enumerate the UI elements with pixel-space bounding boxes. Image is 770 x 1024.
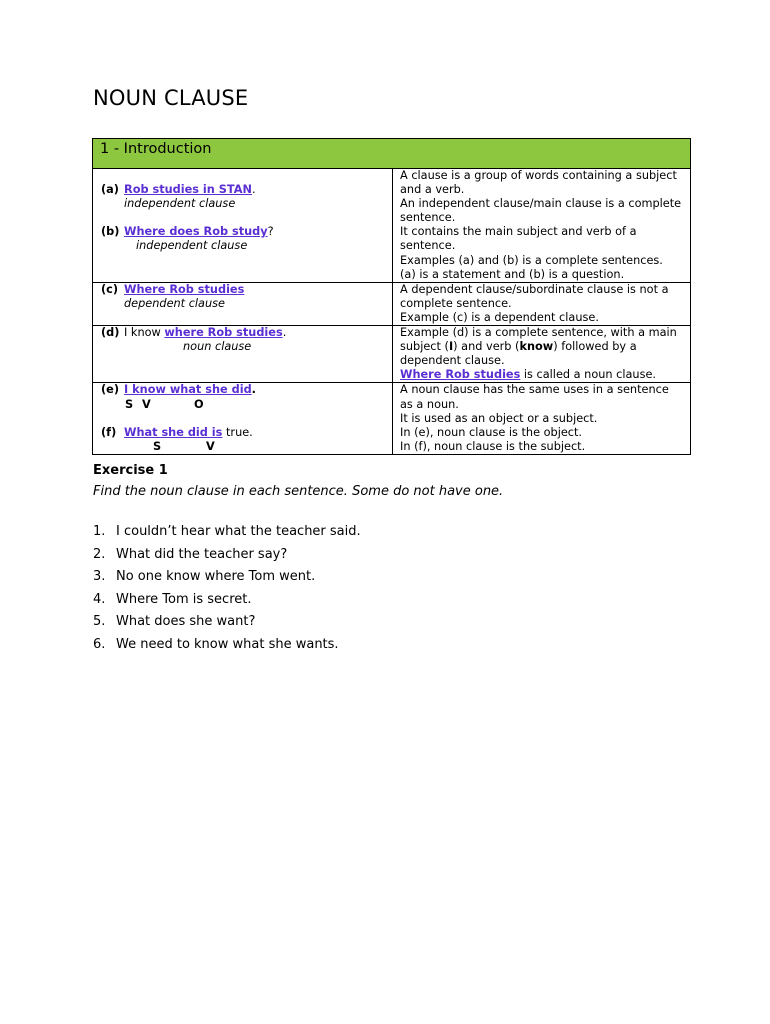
- examples-cell: [93, 383, 393, 454]
- mark-verb: V: [206, 439, 215, 453]
- mark-subject: S: [125, 397, 134, 411]
- introduction-table: [92, 138, 691, 455]
- example-punct: .: [282, 326, 287, 340]
- example-link[interactable]: What she did is: [124, 425, 223, 439]
- list-item: [93, 547, 361, 570]
- question-text: We need to know what she wants.: [116, 636, 339, 652]
- question-number: 2.: [93, 546, 106, 562]
- example-text: true.: [222, 425, 253, 439]
- example-c: [93, 283, 392, 311]
- example-link[interactable]: Rob studies in STAN: [124, 183, 252, 196]
- example-label: (d): [101, 326, 120, 340]
- explanation-text: Example (d) is a complete sentence, with a main subject (: [400, 326, 677, 354]
- explanation-line: Examples (a) and (b) is a complete sentences.: [400, 253, 663, 267]
- question-number: 4.: [93, 591, 106, 607]
- example-b: [93, 225, 392, 253]
- explanation-line: Example (c) is a dependent clause.: [400, 310, 599, 324]
- question-text: No one know where Tom went.: [116, 569, 316, 585]
- example-note: independent clause: [124, 197, 236, 211]
- exercise-question-list: [93, 524, 361, 660]
- explanation-line: A noun clause has the same uses in a sentence as a noun.: [400, 383, 669, 411]
- explanation-text: ) followed by a dependent clause.: [400, 340, 637, 368]
- question-text: What does she want?: [116, 614, 256, 630]
- grammar-marks: [124, 398, 392, 412]
- example-link[interactable]: Where Rob studies: [124, 282, 245, 296]
- subject-word: I: [448, 340, 454, 354]
- example-label: (c): [101, 282, 119, 296]
- explanation-line: It is used as an object or a subject.: [400, 411, 598, 425]
- example-note: dependent clause: [124, 296, 225, 310]
- page-title: NOUN CLAUSE: [93, 86, 249, 110]
- example-punct: .: [251, 383, 256, 397]
- explanation-line: It contains the main subject and verb of a sentence.: [400, 225, 637, 253]
- example-d: [93, 326, 392, 354]
- explanation-cell: [393, 326, 691, 383]
- question-text: Where Tom is secret.: [116, 591, 252, 607]
- table-row: [93, 169, 691, 283]
- explanation-text: is called a noun clause.: [520, 368, 657, 382]
- example-link[interactable]: Where does Rob study: [124, 225, 268, 239]
- examples-cell: [93, 282, 393, 325]
- explanation-cell: [393, 282, 691, 325]
- mark-object: O: [194, 397, 204, 411]
- example-note: independent clause: [136, 239, 248, 253]
- explanation-line: In (f), noun clause is the subject.: [400, 439, 586, 453]
- noun-clause-link[interactable]: Where Rob studies: [400, 368, 521, 382]
- section-header-row: [93, 139, 691, 169]
- example-punct: .: [251, 183, 256, 196]
- exercise-instruction: Find the noun clause in each sentence. Some do not have one.: [93, 484, 504, 499]
- question-number: 6.: [93, 636, 106, 652]
- example-prefix: I know: [124, 326, 165, 340]
- example-a: [93, 183, 392, 211]
- explanation-line: A clause is a group of words containing a subject and a verb.: [400, 169, 677, 197]
- question-text: What did the teacher say?: [116, 546, 288, 562]
- example-e: [93, 383, 392, 411]
- list-item: [93, 614, 361, 637]
- example-punct: ?: [267, 225, 274, 239]
- example-label: (b): [101, 225, 120, 239]
- example-link[interactable]: I know what she did: [124, 383, 252, 397]
- explanation-paragraph: [400, 326, 684, 368]
- verb-word: know: [519, 340, 554, 354]
- table-row: [93, 326, 691, 383]
- list-item: [93, 569, 361, 592]
- list-item: [93, 592, 361, 615]
- mark-verb: V: [142, 397, 151, 411]
- explanation-line: An independent clause/main clause is a complete sentence.: [400, 197, 682, 225]
- examples-cell: [93, 169, 393, 283]
- grammar-marks: [124, 440, 392, 454]
- table-row: [93, 383, 691, 454]
- question-number: 3.: [93, 569, 106, 585]
- question-number: 5.: [93, 614, 106, 630]
- question-number: 1.: [93, 524, 106, 539]
- explanation-line: [400, 368, 684, 382]
- explanation-line: A dependent clause/subordinate clause is not a complete sentence.: [400, 282, 669, 310]
- explanation-text: ) and verb (: [453, 340, 520, 354]
- exercise-heading: Exercise 1: [93, 463, 168, 478]
- explanation-cell: [393, 169, 691, 283]
- question-text: I couldn’t hear what the teacher said.: [116, 524, 361, 539]
- example-label: (f): [101, 425, 117, 439]
- example-label: (e): [101, 383, 119, 397]
- explanation-cell: [393, 383, 691, 454]
- section-header: 1 - Introduction: [93, 139, 691, 169]
- examples-cell: [93, 326, 393, 383]
- example-label: (a): [101, 183, 119, 196]
- list-item: [93, 524, 361, 547]
- list-item: [93, 637, 361, 660]
- table-row: [93, 282, 691, 325]
- example-note: noun clause: [183, 340, 252, 354]
- explanation-line: (a) is a statement and (b) is a question.: [400, 267, 625, 281]
- example-link[interactable]: where Rob studies: [164, 326, 283, 340]
- mark-subject: S: [153, 439, 162, 453]
- explanation-line: In (e), noun clause is the object.: [400, 425, 583, 439]
- example-f: [93, 426, 392, 454]
